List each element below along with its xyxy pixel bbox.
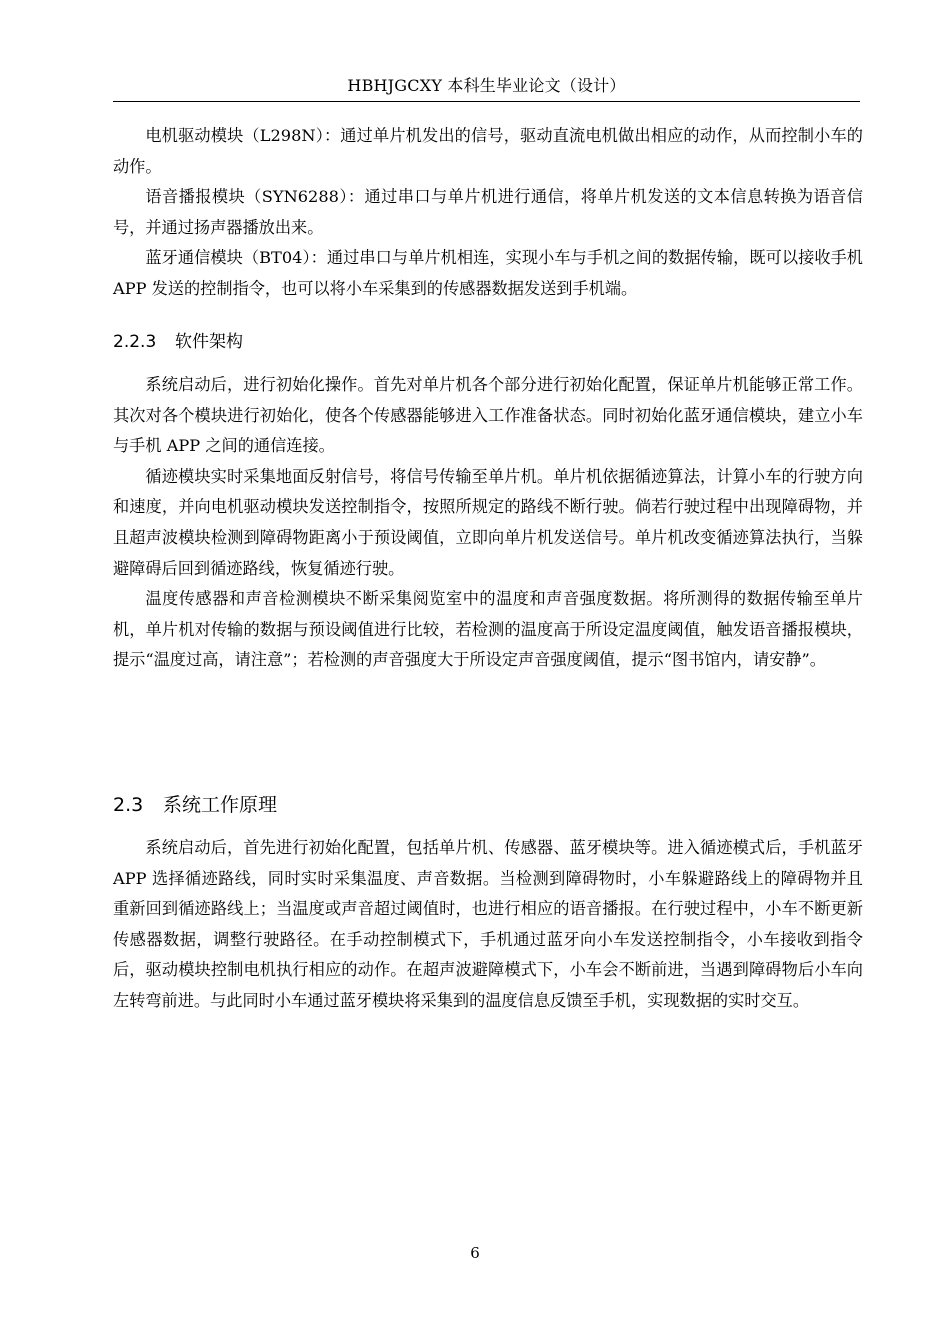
paragraph-working-principle: 系统启动后，首先进行初始化配置，包括单片机、传感器、蓝牙模块等。进入循迹模式后，手机蓝牙 APP 选择循迹路线，同时实时采集温度、声音数据。当检测到障碍物时，小车躲避路线上的障碍物并且重新回到循迹路线上；当温度或声音超过阈值时，也进行相应的语音播报。在行驶过程中，小车不断更新传感器数据，调整行驶路径。在手动控制模式下，手机通过蓝牙向小车发送控制指令，小车接收到指令后，驱动模块控制电机执行相应的动作。在超声波避障模式下，小车会不断前进，当遇到障碍物后小车向左转弯前进。与此同时小车通过蓝牙模块将采集到的温度信息反馈至手机，实现数据的实时交互。 <box>113 838 863 1010</box>
paragraph-voice-module: 语音播报模块（SYN6288）：通过串口与单片机进行通信，将单片机发送的文本信息转换为语音信号，并通过扬声器播放出来。 <box>113 187 863 237</box>
section-heading-2-2-3 <box>113 331 243 353</box>
section-heading-2-3 <box>113 793 277 817</box>
section-number: 2.2.3 <box>113 332 157 352</box>
page-number: 6 <box>470 1244 480 1262</box>
paragraph-bluetooth-module: 蓝牙通信模块（BT04）：通过串口与单片机相连，实现小车与手机之间的数据传输，既可以接收手机 APP 发送的控制指令，也可以将小车采集到的传感器数据发送到手机端。 <box>113 248 863 298</box>
module-descriptions <box>113 121 863 305</box>
section-number: 2.3 <box>113 794 144 816</box>
section-title: 软件架构 <box>175 332 243 352</box>
header-divider <box>113 101 860 102</box>
page-header: HBHJGCXY 本科生毕业论文（设计） <box>347 76 626 95</box>
section-2-3-body <box>113 833 863 1017</box>
paragraph-motor-driver: 电机驱动模块（L298N）：通过单片机发出的信号，驱动直流电机做出相应的动作，从而控制小车的动作。 <box>113 126 863 176</box>
section-2-2-3-body <box>113 370 863 676</box>
paragraph-initialization: 系统启动后，进行初始化操作。首先对单片机各个部分进行初始化配置，保证单片机能够正常工作。其次对各个模块进行初始化，使各个传感器能够进入工作准备状态。同时初始化蓝牙通信模块，建立小车与手机 APP 之间的通信连接。 <box>113 375 863 456</box>
paragraph-line-tracking: 循迹模块实时采集地面反射信号，将信号传输至单片机。单片机依据循迹算法，计算小车的行驶方向和速度，并向电机驱动模块发送控制指令，按照所规定的路线不断行驶。倘若行驶过程中出现障碍物，并且超声波模块检测到障碍物距离小于预设阈值，立即向单片机发送信号。单片机改变循迹算法执行，当躲避障碍后回到循迹路线，恢复循迹行驶。 <box>113 466 863 578</box>
paragraph-temperature-sound: 温度传感器和声音检测模块不断采集阅览室中的温度和声音强度数据。将所测得的数据传输至单片机，单片机对传输的数据与预设阈值进行比较，若检测的温度高于所设定温度阈值，触发语音播报模块，提示“温度过高，请注意”；若检测的声音强度大于所设定声音强度阈值，提示“图书馆内，请安静”。 <box>113 589 863 670</box>
section-title: 系统工作原理 <box>163 794 278 816</box>
